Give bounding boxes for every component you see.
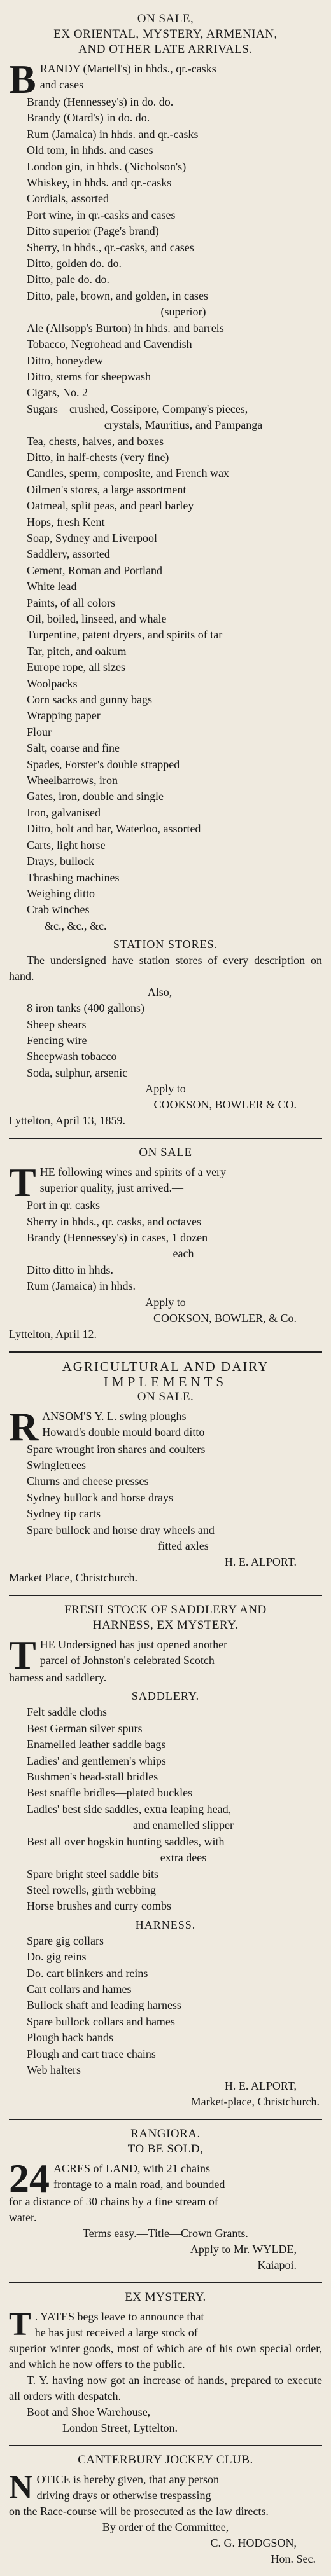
ad-heading: ON SALE xyxy=(139,1146,192,1160)
list-item: Sheepwash tobacco xyxy=(27,1050,117,1063)
list-item: Candles, sperm, composite, and French wax xyxy=(27,467,229,480)
list-item: Iron, galvanised xyxy=(27,806,101,819)
apply-to: Apply to Mr. WYLDE, xyxy=(190,2243,297,2256)
list-item: Cordials, assorted xyxy=(27,192,109,205)
list-item: Ditto ditto in hhds. xyxy=(27,1263,114,1276)
paragraph: superior winter goods, most of which are of his own special order, and which he now offers to the public. xyxy=(9,2342,322,2371)
date-line: Lyttelton, April 13, 1859. xyxy=(9,1114,125,1127)
firm-name: COOKSON, BOWLER & CO. xyxy=(153,1098,297,1112)
list-item: Old tom, in hhds. and cases xyxy=(27,144,153,157)
street-line: London Street, Lyttelton. xyxy=(62,2421,178,2435)
list-item: Steel rowells, girth webbing xyxy=(27,1883,156,1896)
ad-heading: EX ORIENTAL, MYSTERY, ARMENIAN, xyxy=(53,27,278,41)
section-heading: HARNESS. xyxy=(135,1918,196,1931)
signer-title: Hon. Sec. xyxy=(271,2552,316,2566)
list-item: Felt saddle cloths xyxy=(27,1705,107,1719)
ad-agricultural-implements xyxy=(9,1353,322,1597)
list-item: Ditto, pale do. do. xyxy=(27,273,109,286)
drop-cap: T xyxy=(9,1160,36,1206)
list-item: Rum (Jamaica) in hhds. xyxy=(27,1279,136,1293)
signer: H. E. ALPORT. xyxy=(224,1555,297,1569)
ad-heading: HARNESS, EX MYSTERY. xyxy=(92,1618,239,1632)
ad-rangiora-land xyxy=(9,2120,322,2283)
list-item: Ditto, honeydew xyxy=(27,354,103,367)
ad-heading: ON SALE. xyxy=(137,1389,194,1403)
first-line-cont: parcel of Johnston's celebrated Scotch xyxy=(39,1654,215,1667)
list-item: Oilmen's stores, a large assortment xyxy=(27,483,187,496)
ad-heading: AGRICULTURAL AND DAIRY xyxy=(62,1358,269,1374)
list-item: Crab winches xyxy=(27,903,90,916)
list-item: Ditto, golden do. do. xyxy=(27,257,122,270)
list-item: Sydney tip carts xyxy=(27,1507,101,1520)
ad-wines-spirits xyxy=(9,1139,322,1352)
list-item: Gates, iron, double and single xyxy=(27,790,164,803)
paragraph: T. Y. having now got an increase of hands, prepared to execute all orders with despatch. xyxy=(9,2374,322,2403)
list-item: Tea, chests, halves, and boxes xyxy=(27,434,164,448)
list-item: Bullock shaft and leading harness xyxy=(27,1999,181,2012)
list-item: Ditto, in half-chests (very fine) xyxy=(27,450,169,464)
list-item: Plough and cart trace chains xyxy=(27,2047,156,2060)
list-item: Port in qr. casks xyxy=(27,1199,100,1212)
firm-name: COOKSON, BOWLER, & Co. xyxy=(153,1311,297,1325)
list-item: Tar, pitch, and oakum xyxy=(27,644,127,658)
place-line: Market Place, Christchurch. xyxy=(9,1571,137,1585)
first-line: HE Undersigned has just opened another xyxy=(39,1638,228,1651)
ad-yates-winter-goods xyxy=(9,2283,322,2446)
list-item: Brandy (Otard's) in do. do. xyxy=(27,111,150,125)
list-item: Ale (Allsopp's Burton) in hhds. and barrels xyxy=(27,321,224,334)
also-label: Also,— xyxy=(147,986,184,999)
drop-cap: N xyxy=(9,2469,33,2506)
section-heading: STATION STORES. xyxy=(113,938,218,951)
list-item: Spare bright steel saddle bits xyxy=(27,1867,158,1880)
ad-body xyxy=(9,1632,322,2110)
list-item: Hops, fresh Kent xyxy=(27,515,105,528)
list-item: Churns and cheese presses xyxy=(27,1475,149,1488)
list-item: Fencing wire xyxy=(27,1033,87,1047)
list-item: Sugars—crushed, Cossipore, Company's pieces, xyxy=(27,402,248,415)
drop-cap: B xyxy=(9,57,36,102)
list-item: Flour xyxy=(27,725,52,738)
ad-body xyxy=(9,2306,322,2436)
terms-line: Terms easy.—Title—Crown Grants. xyxy=(83,2227,248,2240)
list-item: Spades, Forster's double strapped xyxy=(27,757,180,771)
list-item: Spare gig collars xyxy=(27,1934,104,1947)
list-item: Brandy (Hennessey's) in cases, 1 dozen xyxy=(27,1230,208,1244)
list-item: Web halters xyxy=(27,2063,81,2076)
list-item: Enamelled leather saddle bags xyxy=(27,1738,166,1751)
ad-heading: EX MYSTERY. xyxy=(125,2290,206,2304)
date-line: Lyttelton, April 12. xyxy=(9,1327,97,1340)
list-item-cont: (superior) xyxy=(160,305,206,319)
first-line: RANDY (Martell's) in hhds., qr.-casks xyxy=(39,62,216,75)
list-item: Ladies' and gentlemen's whips xyxy=(27,1754,166,1767)
ad-body xyxy=(9,1403,322,1587)
list-item: Ladies' best side saddles, extra leaping head, xyxy=(27,1802,232,1815)
list-item: Paints, of all colors xyxy=(27,596,115,609)
drop-cap: T xyxy=(9,1632,36,1678)
ad-heading: TO BE SOLD, xyxy=(127,2142,204,2156)
list-item: Whiskey, in hhds. and qr.-casks xyxy=(27,176,172,189)
list-item: Ditto superior (Page's brand) xyxy=(27,224,159,238)
drop-cap: T xyxy=(9,2306,31,2343)
list-item: Europe rope, all sizes xyxy=(27,661,125,674)
drop-cap: R xyxy=(9,1403,39,1449)
list-item: Spare wrought iron shares and coulters xyxy=(27,1442,206,1456)
list-item: Cement, Roman and Portland xyxy=(27,563,162,577)
list-item: Oatmeal, split peas, and pearl barley xyxy=(27,499,194,513)
ad-canterbury-jockey-club xyxy=(9,2446,322,2576)
list-item-cont: crystals, Mauritius, and Pampanga xyxy=(104,418,263,432)
list-item: Rum (Jamaica) in hhds. and qr.-casks xyxy=(27,127,199,141)
first-line-cont: harness and saddlery. xyxy=(9,1671,107,1684)
apply-to: Apply to xyxy=(145,1082,186,1096)
list-item: Corn sacks and gunny bags xyxy=(27,693,152,706)
ad-saddlery-harness xyxy=(9,1596,322,2120)
list-item: Turpentine, patent dryers, and spirits of tar xyxy=(27,628,223,642)
list-item: Do. cart blinkers and reins xyxy=(27,1966,148,1980)
ad-body xyxy=(9,1160,322,1342)
paragraph: on the Race-course will be prosecuted as the law directs. xyxy=(9,2505,269,2518)
list-item: Wheelbarrows, iron xyxy=(27,774,118,787)
list-item: Ditto, bolt and bar, Waterloo, assorted xyxy=(27,822,201,836)
list-item: Sherry in hhds., qr. casks, and octaves xyxy=(27,1215,201,1228)
ad-heading: AND OTHER LATE ARRIVALS. xyxy=(78,43,253,56)
first-line: HE following wines and spirits of a very xyxy=(39,1166,227,1179)
list-item: Cigars, No. 2 xyxy=(27,386,88,399)
ad-body xyxy=(9,2156,322,2273)
big-number: 24 xyxy=(9,2156,50,2201)
list-item: Best all over hogskin hunting saddles, with xyxy=(27,1835,225,1848)
first-line: ANSOM'S Y. L. swing ploughs xyxy=(42,1409,187,1422)
list-item: Wrapping paper xyxy=(27,709,101,722)
list-item: Salt, coarse and fine xyxy=(27,741,120,755)
first-line-cont: and cases xyxy=(39,78,84,91)
list-item: Brandy (Hennessey's) in do. do. xyxy=(27,95,174,108)
signer: H. E. ALPORT, xyxy=(224,2079,297,2093)
list-item: Sydney bullock and horse drays xyxy=(27,1491,173,1504)
list-item: White lead xyxy=(27,580,77,593)
list-item: &c., &c., &c. xyxy=(45,919,107,932)
first-line-cont: superior quality, just arrived.— xyxy=(39,1181,183,1195)
list-item: Howard's double mould board ditto xyxy=(42,1425,205,1438)
ad-heading: FRESH STOCK OF SADDLERY AND xyxy=(64,1603,267,1617)
section-heading: SADDLERY. xyxy=(131,1690,200,1703)
place-line: Market-place, Christchurch. xyxy=(190,2095,320,2109)
paragraph: The undersigned have station stores of every description on hand. xyxy=(9,954,322,983)
list-item: Saddlery, assorted xyxy=(27,548,110,561)
list-item: Horse brushes and curry combs xyxy=(27,1899,171,1913)
list-item: Soda, sulphur, arsenic xyxy=(27,1066,128,1079)
list-item: Woolpacks xyxy=(27,677,78,690)
text-line: water. xyxy=(9,2211,37,2224)
text-line: for a distance of 30 chains by a fine stream of xyxy=(9,2195,218,2208)
list-item: Plough back bands xyxy=(27,2031,113,2044)
place-line: Kaiapoi. xyxy=(257,2259,297,2272)
first-line: . YATES begs leave to announce that xyxy=(34,2310,204,2324)
list-item: Port wine, in qr.-casks and cases xyxy=(27,208,176,221)
list-item: Do. gig reins xyxy=(27,1950,87,1964)
list-item: Drays, bullock xyxy=(27,855,94,868)
ad-body xyxy=(9,2469,322,2567)
list-item: London gin, in hhds. (Nicholson's) xyxy=(27,160,187,173)
list-item: Spare bullock collars and hames xyxy=(27,2015,175,2028)
list-item: Best snaffle bridles—plated buckles xyxy=(27,1786,193,1800)
list-item: Best German silver spurs xyxy=(27,1721,143,1735)
list-item: Ditto, stems for sheepwash xyxy=(27,369,151,383)
ad-heading: ON SALE, xyxy=(137,12,194,25)
list-item: Bushmen's head-stall bridles xyxy=(27,1770,158,1784)
list-item: Spare bullock and horse dray wheels and xyxy=(27,1523,215,1536)
list-item: Tobacco, Negrohead and Cavendish xyxy=(27,338,192,351)
list-item: Sheep shears xyxy=(27,1017,87,1031)
order-line: By order of the Committee, xyxy=(102,2521,229,2534)
first-line-cont: frontage to a main road, and bounded xyxy=(53,2178,225,2191)
list-item: Soap, Sydney and Liverpool xyxy=(27,531,157,544)
list-item: Cart collars and hames xyxy=(27,1982,132,1995)
list-item: Swingletrees xyxy=(27,1459,86,1471)
list-item: 8 iron tanks (400 gallons) xyxy=(27,1002,144,1015)
list-item: Sherry, in hhds., qr.-casks, and cases xyxy=(27,240,194,254)
list-item-cont: and enamelled slipper xyxy=(133,1819,234,1832)
ad-heading: RANGIORA. xyxy=(130,2127,201,2141)
first-line: ACRES of LAND, with 21 chains xyxy=(53,2162,210,2175)
ad-cookson-bowler-on-sale xyxy=(9,5,322,1139)
list-item: Weighing ditto xyxy=(27,886,95,900)
list-item: Oil, boiled, linseed, and whale xyxy=(27,612,167,625)
list-item-cont: extra dees xyxy=(160,1851,207,1864)
list-item: Thrashing machines xyxy=(27,871,120,884)
ad-body xyxy=(9,57,322,1129)
list-item: Ditto, pale, brown, and golden, in cases xyxy=(27,289,208,302)
ad-heading: IMPLEMENTS xyxy=(103,1374,228,1389)
apply-to: Apply to xyxy=(145,1295,186,1309)
ad-heading: CANTERBURY JOCKEY CLUB. xyxy=(78,2453,253,2467)
first-line: OTICE is hereby given, that any person xyxy=(36,2473,219,2486)
list-item: Carts, light horse xyxy=(27,838,106,851)
list-item-cont: fitted axles xyxy=(158,1539,209,1553)
store-name: Boot and Shoe Warehouse, xyxy=(27,2406,151,2419)
list-item-cont: each xyxy=(173,1247,194,1260)
signer: C. G. HODGSON, xyxy=(210,2537,297,2550)
first-line-cont: driving drays or otherwise trespassing xyxy=(36,2489,211,2502)
first-line-cont: he has just received a large stock of xyxy=(34,2326,198,2339)
